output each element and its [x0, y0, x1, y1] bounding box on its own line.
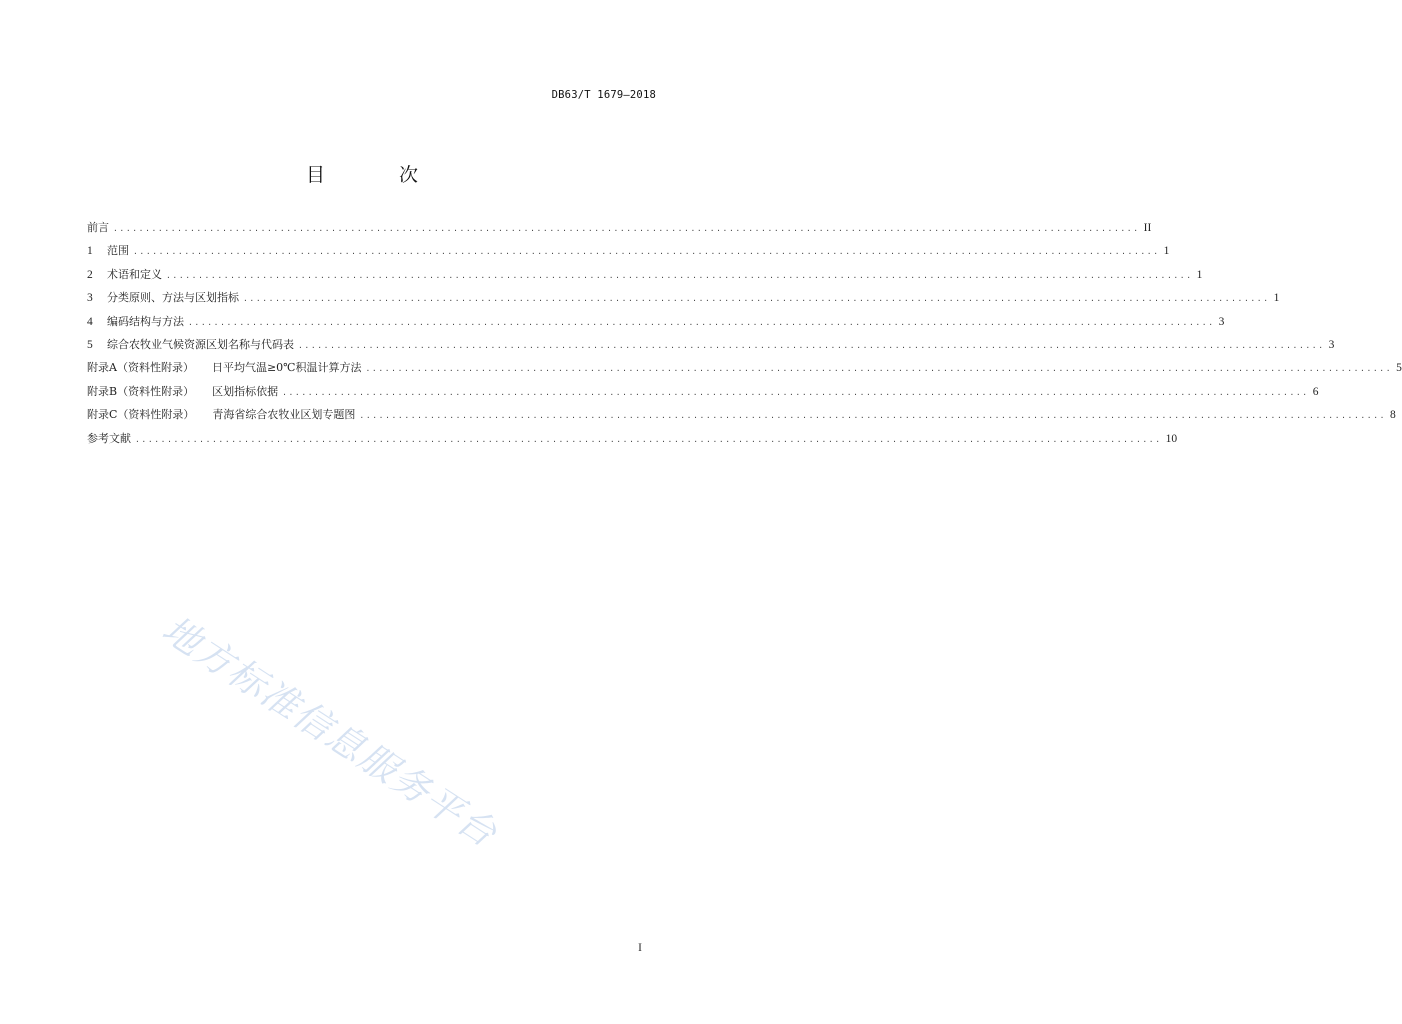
toc-entry-text: 日平均气温≥0℃积温计算方法 — [211, 361, 362, 375]
page-number: I — [638, 940, 642, 954]
toc-entry-text: 分类原则、方法与区划指标 — [107, 291, 239, 305]
toc-entry-page: 1 — [1163, 245, 1170, 258]
dot-leader: ................................................................................................................................................................ — [135, 434, 1162, 444]
toc-entry-appendix-label: 附录B（资料性附录） — [87, 384, 195, 398]
toc-entry-number: 4 — [87, 315, 93, 328]
toc-entry-coding[interactable] — [87, 310, 1225, 333]
toc-entry-scope[interactable] — [87, 239, 1170, 262]
toc-entry-text: 术语和定义 — [107, 267, 162, 281]
toc-entry-appendix-a[interactable] — [87, 356, 1402, 379]
dot-leader: ................................................................................................................................................................ — [133, 247, 1160, 257]
toc-entry-number: 3 — [87, 292, 93, 305]
toc-entry-page: 10 — [1165, 432, 1178, 445]
dot-leader: ................................................................................................................................................................ — [365, 364, 1393, 374]
toc-entry-appendix-label: 附录C（资料性附录） — [87, 408, 195, 422]
dot-leader: ................................................................................................................................................................ — [188, 317, 1215, 327]
toc-entry-text: 参考文献 — [87, 431, 131, 445]
toc-entry-text: 前言 — [87, 221, 109, 234]
toc-entry-foreword[interactable] — [87, 216, 1152, 239]
toc-entry-text: 青海省综合农牧业区划专题图 — [212, 408, 356, 422]
watermark: 地方标准信息服务平台 — [154, 607, 506, 857]
toc-entry-appendix-label: 附录A（资料性附录） — [87, 361, 194, 375]
toc-entry-page: 8 — [1390, 409, 1396, 422]
dot-leader: ................................................................................................................................................................ — [243, 294, 1270, 304]
toc-entry-page: 1 — [1196, 268, 1203, 281]
toc-entry-page: 6 — [1312, 385, 1319, 398]
toc-entry-text: 综合农牧业气候资源区划名称与代码表 — [107, 337, 294, 351]
toc-entry-classification[interactable] — [87, 286, 1280, 309]
toc-entry-number: 1 — [87, 245, 93, 258]
toc-entry-page: 1 — [1273, 292, 1280, 305]
dot-leader: ................................................................................................................................................................ — [166, 270, 1193, 280]
table-of-contents — [87, 216, 1402, 450]
dot-leader: ................................................................................................................................................................ — [113, 224, 1140, 233]
toc-entry-page: 5 — [1396, 362, 1402, 375]
toc-entry-references[interactable] — [87, 427, 1178, 450]
dot-leader: ................................................................................................................................................................ — [298, 340, 1325, 350]
toc-title: 目 次 — [305, 164, 453, 186]
toc-entry-number: 5 — [87, 338, 93, 351]
toc-entry-terms[interactable] — [87, 263, 1203, 286]
toc-entry-page: 3 — [1328, 338, 1335, 351]
toc-entry-names-codes[interactable] — [87, 333, 1335, 356]
toc-entry-page: II — [1143, 222, 1152, 234]
toc-entry-text: 编码结构与方法 — [107, 314, 184, 328]
toc-entry-text: 区划指标依据 — [212, 384, 279, 398]
document-code: DB63/T 1679—2018 — [551, 89, 656, 101]
toc-entry-appendix-b[interactable] — [87, 380, 1319, 403]
toc-entry-appendix-c[interactable] — [87, 403, 1396, 426]
toc-entry-text: 范围 — [107, 244, 129, 258]
toc-entry-page: 3 — [1218, 315, 1225, 328]
toc-entry-number: 2 — [87, 268, 93, 281]
dot-leader: ................................................................................................................................................................ — [359, 411, 1387, 421]
dot-leader: ................................................................................................................................................................ — [282, 387, 1309, 397]
